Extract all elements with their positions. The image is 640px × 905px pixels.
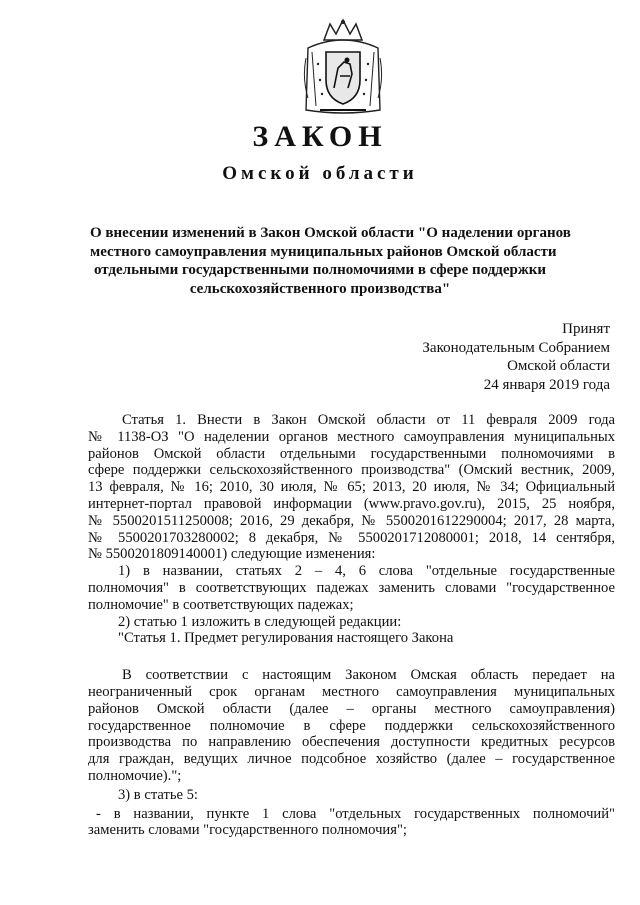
item-line: 2) статью 1 изложить в следующей редакции:	[118, 613, 402, 630]
article-line: сфере поддержки сельскохозяйственного производства" (Омский вестник, 2009,	[88, 462, 615, 479]
adoption-line: Омской области	[507, 358, 610, 374]
quote-line: В соответствии с настоящим Законом Омская область передает на	[122, 667, 615, 684]
article-line: интернет-портал правовой информации (www.pravo.gov.ru), 2015, 25 ноября,	[88, 495, 615, 512]
article-line: № 5500201511250008; 2016, 29 декабря, № 5500201612290004; 2017, 28 марта,	[88, 512, 615, 529]
title-line: О внесении изменений в Закон Омской области "О наделении органов	[90, 225, 571, 241]
quoted-article-heading: "Статья 1. Предмет регулирования настоящего Закона	[118, 630, 454, 647]
quote-line: полномочие).";	[88, 767, 182, 784]
item-line: 1) в названии, статьях 2 – 4, 6 слова "отдельные государственные	[118, 563, 615, 580]
article-line: № 1138-ОЗ "О наделении органов местного самоуправления муниципальных	[88, 428, 615, 445]
subitem-line: заменить словами "государственного полномочия";	[88, 822, 407, 839]
region-heading: Омской области	[222, 163, 418, 184]
law-heading: ЗАКОН	[252, 120, 388, 153]
item-line: 3) в статье 5:	[118, 786, 198, 803]
quote-line: производства по направлению обеспечения доступности кредитных ресурсов	[88, 734, 615, 751]
quote-line: неограниченный срок органам местного самоуправления муниципальных	[88, 683, 615, 700]
title-line: сельскохозяйственного производства"	[189, 280, 451, 297]
article-line: № 5500201703280002; 8 декабря, № 5500201712080001; 2018, 14 сентября,	[88, 529, 615, 546]
item-line: полномочия" в соответствующих падежах заменить словами "государственное	[88, 579, 615, 596]
adoption-line: Принят	[562, 321, 610, 337]
article-line: № 5500201809140001) следующие изменения:	[88, 546, 376, 563]
adoption-date: 24 января 2019 года	[483, 376, 610, 393]
item-line: полномочие" в соответствующих падежах;	[88, 596, 354, 613]
quote-line: государственное полномочие в сфере поддержки сельскохозяйственного	[88, 717, 615, 734]
quote-line: для граждан, ведущих личное подсобное хозяйство (далее – государственное	[88, 751, 615, 768]
article-line: районов Омской области отдельными государственными полномочиями в	[88, 445, 615, 462]
adoption-line: Законодательным Собранием	[422, 339, 610, 356]
omsk-coat-of-arms-icon	[300, 18, 386, 118]
article-line: 13 февраля, № 16; 2010, 30 июля, № 65; 2013, 20 июля, № 34; Официальный	[88, 479, 615, 496]
document-title	[90, 224, 571, 298]
title-line: отдельными государственными полномочиями в сфере поддержки	[93, 262, 547, 278]
subitem-line: - в названии, пункте 1 слова "отдельных государственных полномочий"	[96, 805, 615, 822]
article-line: Статья 1. Внести в Закон Омской области от 11 февраля 2009 года	[122, 412, 615, 428]
law-body	[88, 412, 615, 839]
quote-line: районов Омской области (далее – органы местного самоуправления)	[88, 700, 615, 717]
adoption-block	[422, 320, 610, 394]
title-line: местного самоуправления муниципальных районов Омской области	[90, 243, 557, 260]
